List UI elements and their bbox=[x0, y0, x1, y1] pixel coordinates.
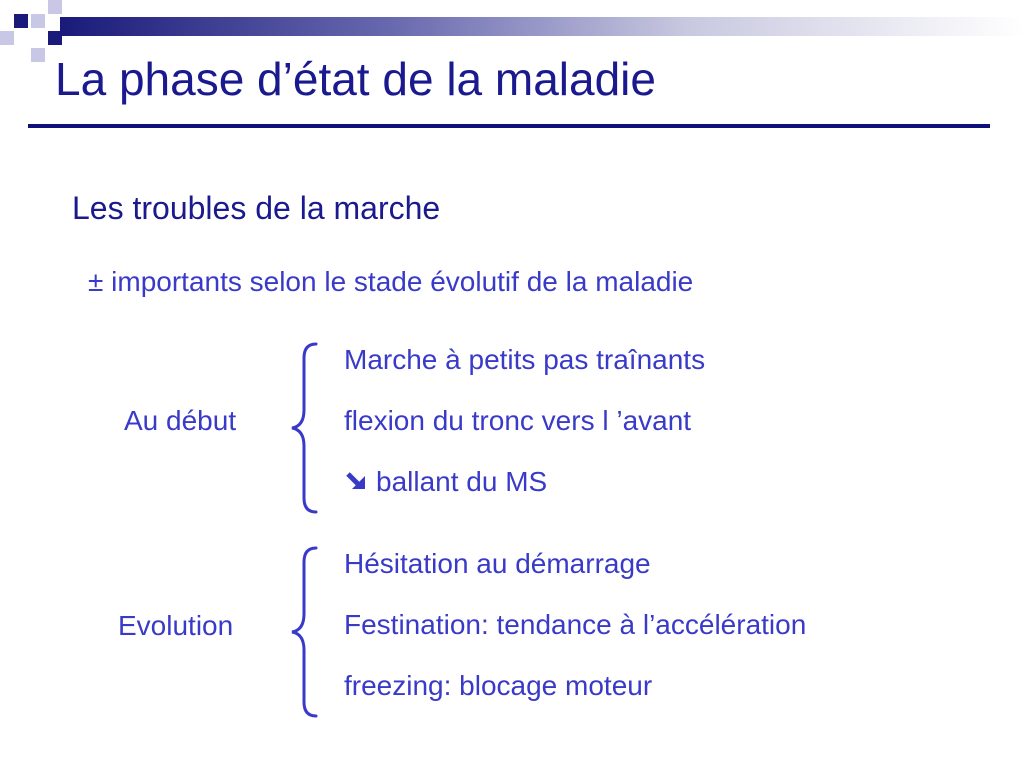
slide-title: La phase d’état de la maladie bbox=[55, 53, 656, 105]
group-label: Au début bbox=[124, 405, 237, 436]
list-item: Festination: tendance à l’accélération bbox=[344, 609, 807, 640]
intro-line: ± importants selon le stade évolutif de la maladie bbox=[88, 266, 694, 297]
list-item: Marche à petits pas traînants bbox=[344, 344, 706, 375]
list-item: flexion du tronc vers l ’avant bbox=[344, 405, 692, 436]
list-item bbox=[344, 466, 547, 498]
slide-subtitle: Les troubles de la marche bbox=[72, 190, 441, 226]
title-underline bbox=[28, 124, 990, 128]
left-brace-icon bbox=[284, 544, 324, 720]
corner-square bbox=[31, 14, 45, 28]
corner-square bbox=[0, 31, 14, 45]
header-gradient-bar bbox=[60, 17, 1024, 36]
list-item-label: ballant du MS bbox=[376, 466, 548, 497]
down-right-arrow-icon bbox=[344, 468, 370, 494]
group-label: Evolution bbox=[118, 610, 234, 641]
list-item: freezing: blocage moteur bbox=[344, 670, 653, 701]
corner-square bbox=[14, 14, 28, 28]
list-item: Hésitation au démarrage bbox=[344, 548, 651, 579]
corner-square bbox=[31, 48, 45, 62]
corner-square bbox=[48, 0, 62, 14]
left-brace-icon bbox=[284, 340, 324, 516]
